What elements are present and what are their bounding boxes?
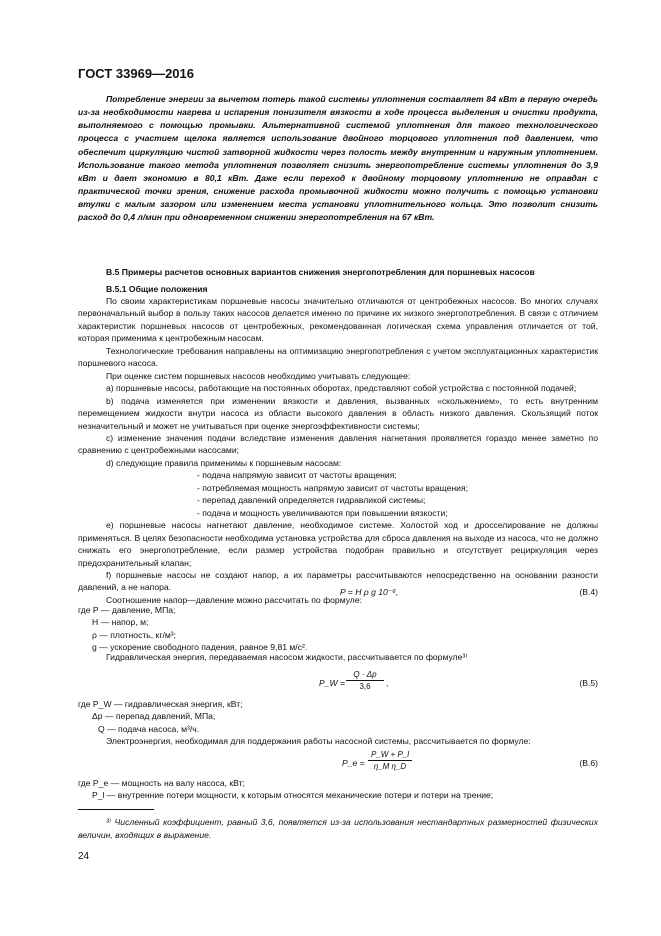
formula-b6	[78, 748, 598, 776]
dash-item: - подача и мощность увеличиваются при повышении вязкости;	[197, 507, 448, 518]
formula-b6-fraction	[368, 750, 412, 771]
legend-b4	[78, 604, 598, 653]
document-header: ГОСТ 33969—2016	[78, 66, 194, 81]
subsection-heading: В.5.1 Общие положения	[106, 284, 208, 294]
section-heading: В.5 Примеры расчетов основных вариантов снижения энергопотребления для поршневых насосов	[106, 267, 535, 277]
formula-b4-expression: P = H ρ g 10⁻⁶,	[340, 587, 399, 597]
legend-line: H — напор, м;	[92, 617, 149, 628]
legend-line: Δp — перепад давлений, МПа;	[92, 711, 216, 722]
paragraph-hydraulic: Гидравлическая энергия, передаваемая насосом жидкости, рассчитывается по формуле³⁾	[106, 652, 468, 662]
legend-line: где P_W — гидравлическая энергия, кВт;	[78, 699, 243, 709]
paragraph-electric: Электроэнергия, необходимая для поддержания работы насосной системы, рассчитывается по формуле:	[106, 736, 531, 746]
footnote: ³⁾ Численный коэффициент, равный 3,6, появляется из-за использования нестандартных размерностей физических величин, входящих в выражение.	[78, 817, 598, 840]
formula-b6-denominator: η_M η_D	[373, 762, 407, 771]
formula-b5-fraction	[346, 670, 384, 691]
legend-line: где P_e — мощность на валу насоса, кВт;	[78, 778, 245, 788]
formula-b6-number: (B.6)	[579, 758, 598, 768]
formula-b5	[78, 668, 598, 696]
paragraph: По своим характеристикам поршневые насосы значительно отличаются от центробежных насосов. Во многих случаях первоначальный выбор в пользу таких насосов делается именно по причине их низкого энергопотребления. В связи с отличием характеристик поршневых насосов от центробежных, рекомендованная логическая схема управления отличается от той, которая применима к центробежным насосам.	[78, 296, 598, 344]
formula-b5-denominator: 3,6	[359, 682, 371, 691]
list-item-c: с) изменение значения подачи вследствие изменения давления нагнетания проявляется гораздо менее заметно по сравнению с центробежными насосами;	[78, 432, 598, 456]
dash-item: - перепад давлений определяется гидравликой системы;	[197, 495, 426, 506]
body-text-block	[78, 295, 598, 606]
intro-italic-paragraph: Потребление энергии за вычетом потерь такой системы уплотнения составляет 84 кВт в первую очередь из-за необходимости нагрева и испарения понизителя вязкости в ходе процесса выделения и очистки продукта, выполняемого с помощью промывки. Альтернативной системой уплотнения для такого технологического процесса с участием щелока является использование двойного торцового уплотнения под давлением, что обеспечит циркуляцию чистой затворной жидкости через полость между внутренним и наружным уплотнением. Использование такого метода уплотнения позволяет снизить энергопотребление системы уплотнения до 3,9 кВт и дает экономию в 80,1 кВт. Даже если переход к двойному торцовому уплотнению не оправдан с практической точки зрения, снижение расхода промывочной жидкости можно получить с помощью установки втулки с малым зазором или изменением места установки уплотнительного кольца. Это позволит снизить расход до 0,4 л/мин при одновременном снижении энергопотребления на 67 кВт.	[78, 94, 598, 223]
paragraph: Соотношение напор—давление можно рассчитать по формуле:	[106, 594, 362, 605]
legend-line: ρ — плотность, кг/м³;	[92, 629, 176, 640]
formula-b4-number: (B.4)	[579, 587, 598, 597]
legend-b6	[78, 777, 598, 802]
list-item-f: f) поршневые насосы не создают напор, а их параметры рассчитываются непосредственно на основании разности давлений, а не напора.	[78, 569, 598, 593]
list-item-b: b) подача изменяется при изменении вязкости и давления, вызванных «скольжением», то есть внутренним перемещением жидкости внутри насоса из области высокого давления в область низкого давления. Скользящий поток незначительный и может не учитываться при оценке энергоэффективности системы;	[78, 395, 598, 431]
legend-line: P_l — внутренние потери мощности, к которым относятся механические потери и потери на трение;	[92, 790, 494, 801]
dash-item: - потребляемая мощность напрямую зависит от частоты вращения;	[197, 482, 469, 493]
formula-b5-numerator: Q · Δp	[346, 670, 384, 681]
page-number: 24	[78, 851, 90, 862]
footnote-separator	[78, 809, 154, 810]
list-item-e: е) поршневые насосы нагнетают давление, необходимое системе. Холостой ход и дросселирование не должны применяться. В целях безопасности необходима установка устройства для сброса давления на выходе из насоса, что не должно снижать его энергопотребление, если размер устройства подобран правильно и отсутствует рециркуляция через предохранительный клапан;	[78, 520, 598, 568]
list-item-a: а) поршневые насосы, работающие на постоянных оборотах, представляют собой устройства с постоянной подачей;	[106, 383, 577, 394]
legend-line: Q — подача насоса, м³/ч.	[98, 723, 200, 734]
formula-b5-lhs: P_W =	[319, 678, 346, 688]
paragraph: При оценке систем поршневых насосов необходимо учитывать следующее:	[106, 370, 411, 381]
legend-b5	[78, 698, 598, 735]
formula-b6-numerator: P_W + P_l	[368, 750, 412, 761]
list-item-d: d) следующие правила применимы к поршневым насосам:	[106, 457, 342, 468]
formula-b6-lhs: P_e =	[342, 758, 365, 768]
legend-line: где P — давление, МПа;	[78, 605, 176, 615]
legend-line: g — ускорение свободного падения, равное 9,81 м/с².	[92, 641, 308, 652]
formula-b5-comma: ,	[386, 678, 389, 688]
dash-item: - подача напрямую зависит от частоты вращения;	[197, 470, 397, 481]
formula-b5-number: (B.5)	[579, 678, 598, 688]
paragraph: Технологические требования направлены на оптимизацию энергопотребления с учетом эксплуатационных характеристик поршневого насоса.	[78, 345, 598, 369]
